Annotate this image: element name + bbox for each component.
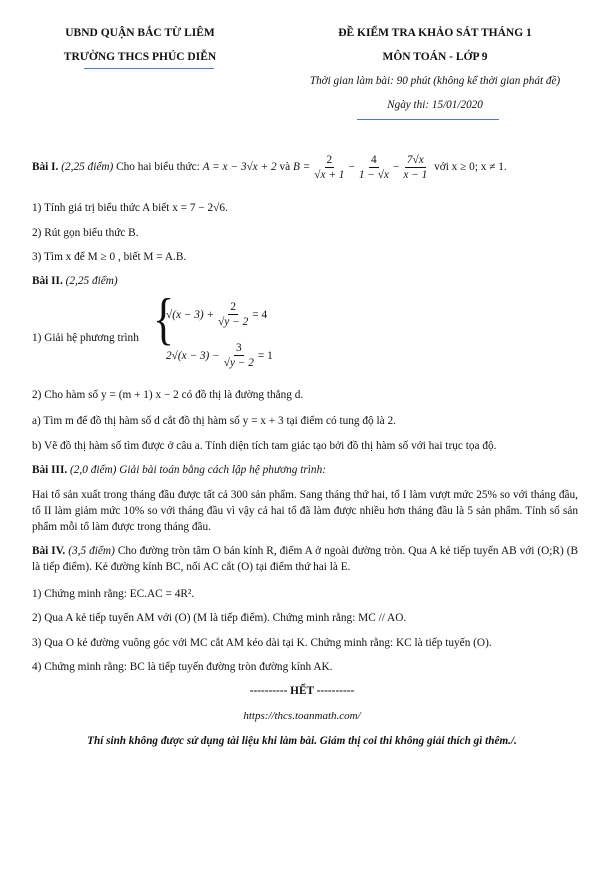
bai1-q2: 2) Rút gọn biểu thức B. <box>32 227 139 239</box>
bai2-points: (2,25 điểm) <box>65 275 118 287</box>
bai1-q3: 3) Tìm x để M ≥ 0 , biết M = A.B. <box>32 251 187 263</box>
fraction-3: $\frac{7√x}{x - 1}$ <box>403 153 428 181</box>
bai4-q3: 3) Qua O kẻ đường vuông góc với MC cắt AM kéo dài tại K. Chứng minh rằng: KC là tiếp tuyến (O). <box>32 637 492 649</box>
bai3-title: Bài III. <box>32 464 68 476</box>
bai4-body: Cho đường tròn tâm O bán kính R, điểm A ở ngoài đường tròn. Qua A kẻ tiếp tuyến AB với (O;R) (B là tiếp điểm). Kẻ đường kính BC, nối AC cắt (O) tại điểm thứ hai là E. <box>32 545 579 573</box>
bai4-q4: 4) Chứng minh rằng: BC là tiếp tuyến đường tròn đường kính AK. <box>32 661 333 673</box>
bai3-points: (2,0 điểm) Giải bài toán bằng cách lập hệ phương trình: <box>70 464 326 476</box>
bai4-q1: 1) Chứng minh rằng: EC.AC = 4R². <box>32 588 195 600</box>
equation-1: √(x − 3) + $\frac{2}{√y - 2}$ = 4 <box>166 301 268 328</box>
bai2-qb: b) Vẽ đồ thị hàm số tìm được ở câu a. Tính diện tích tam giác tạo bởi đồ thị hàm số với hai trục tọa độ. <box>32 440 497 452</box>
equation-2: 2√(x − 3) − $\frac{3}{√y - 2}$ = 1 <box>166 342 273 369</box>
eq1-fraction: $\frac{2}{√y - 2}$ <box>218 301 249 328</box>
exam-date: Ngày thi: 15/01/2020 <box>387 99 483 111</box>
bai3-heading <box>32 463 580 477</box>
school-name: TRƯỜNG THCS PHÚC DIỄN <box>63 51 217 63</box>
exam-title: ĐỀ KIỂM TRA KHẢO SÁT THÁNG 1 <box>338 27 532 39</box>
bai4-statement <box>32 543 578 575</box>
exam-subject: MÔN TOÁN - LỚP 9 <box>382 51 488 63</box>
bai1-condition: với x ≥ 0; x ≠ 1. <box>434 161 507 173</box>
bai2-qa: a) Tìm m để đồ thị hàm số d cắt đồ thị hàm số y = x + 3 tại điểm có tung độ là 2. <box>32 415 396 427</box>
bai4-points: (3,5 điểm) <box>68 545 115 557</box>
bai2-title: Bài II. <box>32 275 63 287</box>
system-brace: { <box>153 287 175 352</box>
school-district: UBND QUẬN BẮC TỪ LIÊM <box>65 27 215 39</box>
bai2-q2: 2) Cho hàm số y = (m + 1) x − 2 có đồ thị là đường thẳng d. <box>32 389 304 401</box>
source-url: https://thcs.toanmath.com/ <box>243 710 361 722</box>
bai4-title: Bài IV. <box>32 545 66 557</box>
school-underline <box>84 68 214 69</box>
bai4-q2: 2) Qua A kẻ tiếp tuyến AM với (O) (M là tiếp điểm). Chứng minh rằng: MC // AO. <box>32 612 407 624</box>
expr-a: A = x − 3√x + 2 <box>202 161 277 173</box>
bai1-statement: Bài I. (2,25 điểm) Cho hai biểu thức: A = x − 3√x + 2 và B = $\frac{2}{√x + 1}$ − $\frac{4}{1 - √x}$ − $\frac{7√x}{x - 1}$ với x ≥ 0; x ≠ 1. <box>32 153 507 181</box>
exam-note: Thí sinh không được sử dụng tài liệu khi làm bài. Giám thị coi thi không giải thích gì thêm./. <box>87 735 517 747</box>
bai1-q1: 1) Tính giá trị biểu thức A biết x = 7 − 2√6. <box>32 202 228 214</box>
bai3-body: Hai tổ sản xuất trong tháng đầu được tất cả 300 sản phẩm. Sang tháng thứ hai, tổ I làm vượt mức 25% so với tháng đầu, tổ II làm giảm mức 10% so với tháng đầu vì vậy cả hai tổ đã làm được nhiều hơn tháng đầu là 5 sản phẩm. Tính số sản phẩm mỗi tổ làm được trong tháng đầu. <box>32 489 578 533</box>
date-underline <box>357 119 499 120</box>
bai1-points: (2,25 điểm) <box>61 161 114 173</box>
and-word: và <box>279 161 291 173</box>
exam-time: Thời gian làm bài: 90 phút (không kể thời gian phát đề) <box>309 75 561 87</box>
bai2-q1-label: 1) Giải hệ phương trình <box>32 332 139 344</box>
end-marker: ---------- HẾT ---------- <box>249 685 355 697</box>
bai2-heading <box>32 274 580 288</box>
fraction-1: $\frac{2}{√x + 1}$ <box>314 153 345 181</box>
fraction-2: $\frac{4}{1 - √x}$ <box>358 153 389 181</box>
bai1-title: Bài I. <box>32 161 59 173</box>
bai1-intro: Cho hai biểu thức: <box>116 161 200 173</box>
b-label: B = <box>292 161 311 173</box>
eq2-fraction: $\frac{3}{√y - 2}$ <box>223 342 254 369</box>
